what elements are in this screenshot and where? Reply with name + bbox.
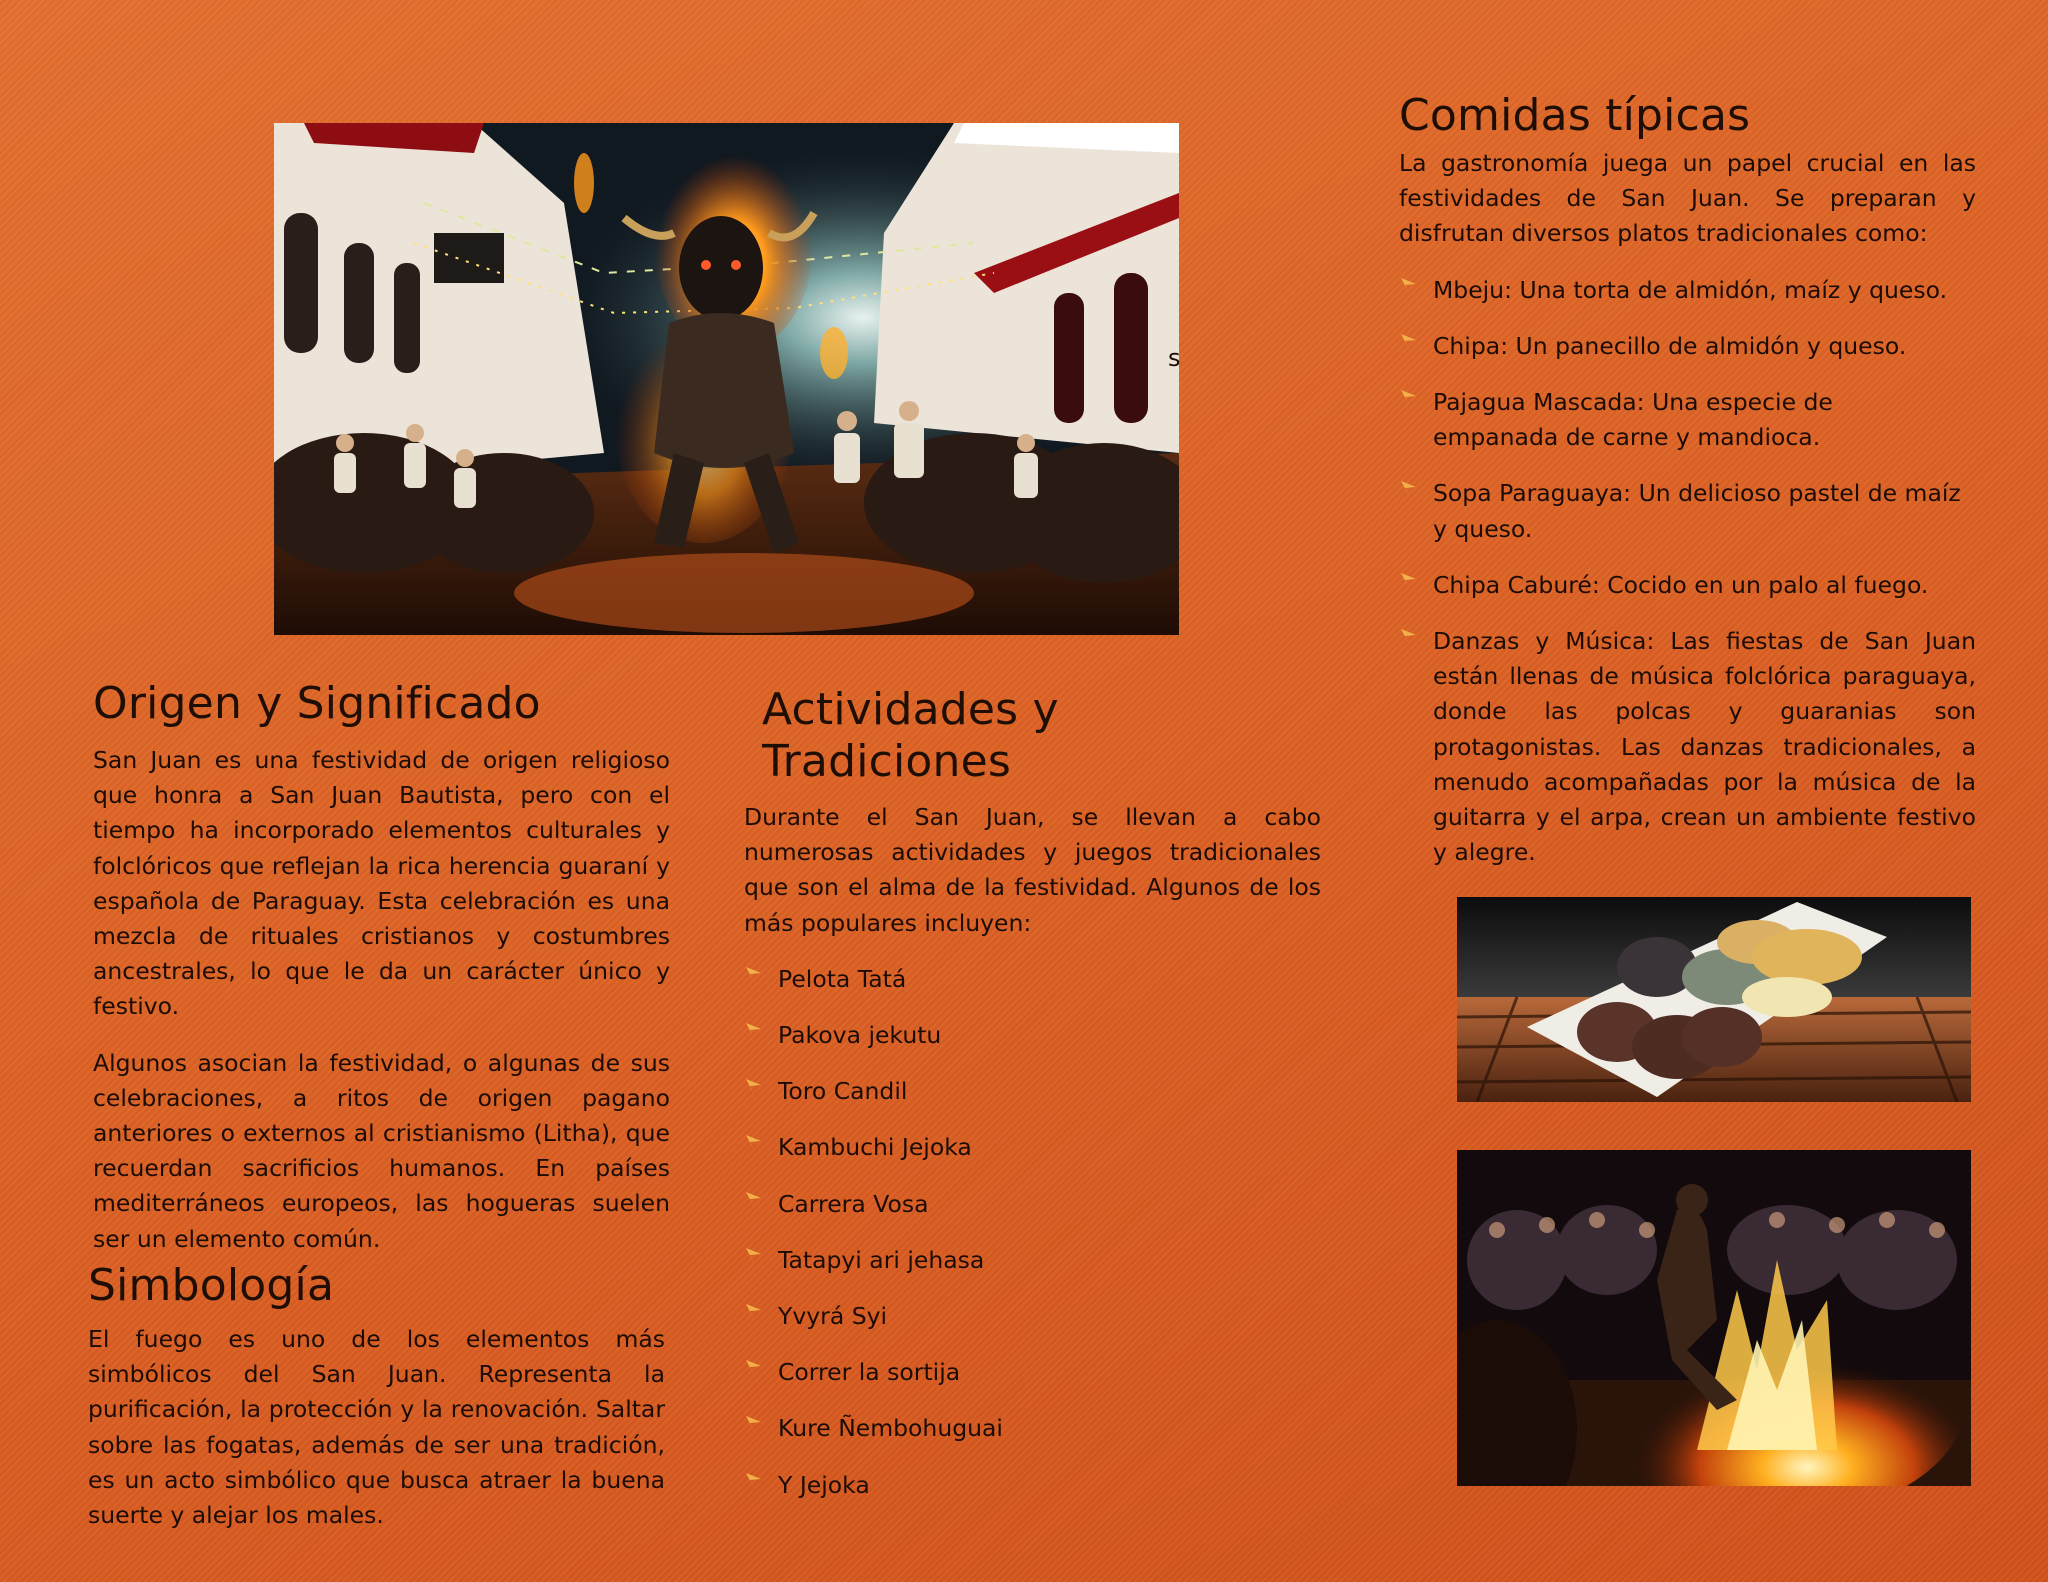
arrow-bullet-icon [744,1357,764,1377]
list-item: Carrera Vosa [744,1187,1321,1222]
list-item: Sopa Paraguaya: Un delicioso pastel de maíz y queso. [1399,476,1976,546]
arrow-bullet-icon [744,1301,764,1321]
list-item: Danzas y Música: Las fiestas de San Juan están llenas de música folclórica paraguaya, donde las polcas y guaranias son protagonistas. Las danzas tradicionales, a menudo acompañadas por la música de la guitarra y el arpa, crean un ambiente festivo y alegre. [1399,624,1976,870]
foods-list [1399,273,1976,871]
arrow-bullet-icon [744,1020,764,1040]
list-item: Chipa Caburé: Cocido en un palo al fuego. [1399,568,1976,603]
arrow-bullet-icon [744,1132,764,1152]
arrow-bullet-icon [744,964,764,984]
foods-title: Comidas típicas [1399,90,1751,141]
activities-section [744,684,1321,1524]
stray-text: s [1168,344,1181,372]
activities-intro: Durante el San Juan, se llevan a cabo numerosas actividades y juegos tradicionales que son el alma de la festividad. Algunos de los más populares incluyen: [744,803,1321,937]
arrow-bullet-icon [744,1245,764,1265]
arrow-bullet-icon [1399,387,1419,407]
list-item: Kure Ñembohuguai [744,1411,1321,1446]
activities-title: Actividades y Tradiciones [762,684,1059,787]
list-item: Pakova jekutu [744,1018,1321,1053]
list-item: Y Jejoka [744,1468,1321,1503]
list-item: Correr la sortija [744,1355,1321,1390]
list-item: Tatapyi ari jehasa [744,1243,1321,1278]
list-item: Yvyrá Syi [744,1299,1321,1334]
arrow-bullet-icon [744,1076,764,1096]
list-item: Mbeju: Una torta de almidón, maíz y queso. [1399,273,1976,308]
typical-food-photo [1457,897,1971,1102]
arrow-bullet-icon [1399,626,1419,646]
list-item: Kambuchi Jejoka [744,1130,1321,1165]
bonfire-jump-photo [1457,1150,1971,1486]
origin-paragraph-2: Algunos asocian la festividad, o algunas de sus celebraciones, a ritos de origen pagano anteriores o externos al cristianismo (Litha), que recuerdan sacrificios humanos. En países mediterráneos europeos, las hogueras suelen ser un elemento común. [93,1048,670,1253]
toro-candil-photo [274,123,1179,635]
arrow-bullet-icon [1399,331,1419,351]
arrow-bullet-icon [744,1413,764,1433]
arrow-bullet-icon [1399,275,1419,295]
origin-title: Origen y Significado [93,678,541,729]
symbology-title: Simbología [88,1260,335,1311]
origin-section [93,678,670,1257]
arrow-bullet-icon [744,1470,764,1490]
arrow-bullet-icon [1399,478,1419,498]
symbology-paragraph: El fuego es uno de los elementos más simbólicos del San Juan. Representa la purificación, la protección y la renovación. Saltar sobre las fogatas, además de ser una tradición, es un acto simbólico que busca atraer la buena suerte y alejar los males. [88,1325,665,1530]
list-item: Pelota Tatá [744,962,1321,997]
foods-section [1399,90,1976,891]
list-item: Pajagua Mascada: Una especie de empanada de carne y mandioca. [1399,385,1976,455]
activities-list [744,962,1321,1503]
list-item: Chipa: Un panecillo de almidón y queso. [1399,329,1976,364]
foods-intro: La gastronomía juega un papel crucial en las festividades de San Juan. Se preparan y disfrutan diversos platos tradicionales como: [1399,149,1976,248]
arrow-bullet-icon [1399,570,1419,590]
origin-paragraph-1: San Juan es una festividad de origen religioso que honra a San Juan Bautista, pero con el tiempo ha incorporado elementos culturales y folclóricos que reflejan la rica herencia guaraní y española de Paraguay. Esta celebración es una mezcla de rituales cristianos y costumbres ancestrales, lo que le da un carácter único y festivo. [93,746,670,1021]
list-item: Toro Candil [744,1074,1321,1109]
symbology-section [88,1260,665,1533]
arrow-bullet-icon [744,1189,764,1209]
